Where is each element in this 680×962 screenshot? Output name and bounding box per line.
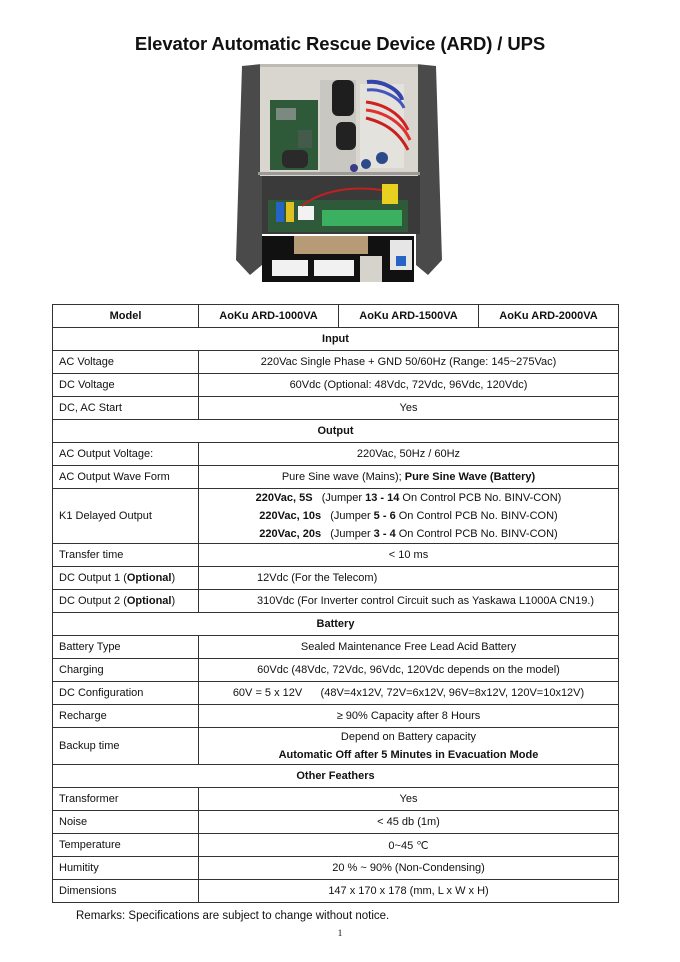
- k1-line-3-post: On Control PCB No. BINV-CON): [395, 528, 558, 540]
- k1-line-2-setting: 220Vac, 10s: [259, 510, 322, 522]
- row-label-dc-ac-start: DC, AC Start: [53, 397, 199, 420]
- k1-line-2-jumper: 5 - 6: [373, 510, 396, 522]
- k1-line-3: [205, 525, 612, 543]
- table-row: [53, 489, 619, 544]
- table-row: [53, 397, 619, 420]
- k1-line-1-jumper: 13 - 14: [365, 492, 400, 504]
- row-value-backup-time: [199, 728, 619, 765]
- section-row-input: [53, 328, 619, 351]
- table-row: [53, 728, 619, 765]
- specifications-table: [52, 304, 619, 903]
- row-value-transformer: Yes: [199, 788, 619, 811]
- k1-line-1-pre: (Jumper: [321, 492, 366, 504]
- row-label-ac-output-voltage: AC Output Voltage:: [53, 443, 199, 466]
- dc-output-1-label-post: ): [171, 572, 176, 584]
- k1-line-2-post: On Control PCB No. BINV-CON): [395, 510, 558, 522]
- backup-time-line-1: Depend on Battery capacity: [340, 731, 477, 743]
- product-photo: [232, 60, 446, 292]
- table-row: [53, 351, 619, 374]
- row-label-recharge: Recharge: [53, 705, 199, 728]
- header-model-1000va: AoKu ARD-1000VA: [199, 305, 339, 328]
- page-title: Elevator Automatic Rescue Device (ARD) / UPS: [134, 33, 546, 54]
- row-value-temperature: 0~45 ℃: [199, 834, 619, 857]
- row-label-humidity: Humitity: [53, 857, 199, 880]
- row-value-dc-output-1: 12Vdc (For the Telecom): [199, 567, 619, 590]
- table-row: [53, 788, 619, 811]
- row-value-dc-output-2: 310Vdc (For Inverter control Circuit such as Yaskawa L1000A CN19.): [199, 590, 619, 613]
- header-model-2000va: AoKu ARD-2000VA: [479, 305, 619, 328]
- section-battery: Battery: [53, 613, 619, 636]
- row-value-charging: 60Vdc (48Vdc, 72Vdc, 96Vdc, 120Vdc depends on the model): [199, 659, 619, 682]
- row-value-k1-delayed: [199, 489, 619, 544]
- row-label-ac-voltage: AC Voltage: [53, 351, 199, 374]
- row-label-dc-voltage: DC Voltage: [53, 374, 199, 397]
- wave-form-mains: Pure Sine wave (Mains);: [281, 471, 405, 483]
- table-row: [53, 636, 619, 659]
- table-row: [53, 857, 619, 880]
- table-header-row: [53, 305, 619, 328]
- row-value-dc-voltage: 60Vdc (Optional: 48Vdc, 72Vdc, 96Vdc, 120Vdc): [199, 374, 619, 397]
- table-row: [53, 880, 619, 903]
- row-label-k1-delayed: K1 Delayed Output: [53, 489, 199, 544]
- section-other-feathers: Other Feathers: [53, 765, 619, 788]
- k1-line-1-setting: 220Vac, 5S: [255, 492, 313, 504]
- table-row: [53, 682, 619, 705]
- table-row: [53, 834, 619, 857]
- k1-line-3-setting: 220Vac, 20s: [259, 528, 322, 540]
- row-value-dimensions: 147 x 170 x 178 (mm, L x W x H): [199, 880, 619, 903]
- row-value-recharge: ≥ 90% Capacity after 8 Hours: [199, 705, 619, 728]
- k1-line-2-pre: (Jumper: [330, 510, 374, 522]
- table-row: [53, 544, 619, 567]
- dc-output-2-label-pre: DC Output 2 (: [59, 595, 127, 607]
- row-label-dimensions: Dimensions: [53, 880, 199, 903]
- header-model: Model: [53, 305, 199, 328]
- table-row: [53, 590, 619, 613]
- row-value-transfer-time: < 10 ms: [199, 544, 619, 567]
- row-value-wave-form: [199, 466, 619, 489]
- wave-form-battery: Pure Sine Wave (Battery): [404, 471, 536, 483]
- table-row: [53, 374, 619, 397]
- k1-line-1-post: On Control PCB No. BINV-CON): [399, 492, 562, 504]
- row-label-wave-form: AC Output Wave Form: [53, 466, 199, 489]
- table-row: [53, 705, 619, 728]
- dc-output-1-label-pre: DC Output 1 (: [59, 572, 127, 584]
- row-label-backup-time: Backup time: [53, 728, 199, 765]
- section-output: Output: [53, 420, 619, 443]
- table-row: [53, 443, 619, 466]
- ard-device-illustration: [232, 60, 446, 292]
- row-label-dc-configuration: DC Configuration: [53, 682, 199, 705]
- k1-line-3-jumper: 3 - 4: [373, 528, 396, 540]
- page-number: 1: [337, 929, 343, 939]
- row-label-dc-output-2: [53, 590, 199, 613]
- table-row: [53, 659, 619, 682]
- row-value-noise: < 45 db (1m): [199, 811, 619, 834]
- table-row: [53, 811, 619, 834]
- remarks-note: Remarks: Specifications are subject to change without notice.: [76, 910, 390, 922]
- k1-line-1: [205, 489, 612, 507]
- table-row: [53, 466, 619, 489]
- row-label-battery-type: Battery Type: [53, 636, 199, 659]
- dc-output-1-optional: Optional: [126, 572, 172, 584]
- row-value-humidity: 20 % ~ 90% (Non-Condensing): [199, 857, 619, 880]
- row-label-noise: Noise: [53, 811, 199, 834]
- row-value-battery-type: Sealed Maintenance Free Lead Acid Battery: [199, 636, 619, 659]
- row-value-ac-voltage: 220Vac Single Phase + GND 50/60Hz (Range: 145~275Vac): [199, 351, 619, 374]
- row-label-transformer: Transformer: [53, 788, 199, 811]
- section-row-battery: [53, 613, 619, 636]
- k1-line-3-pre: (Jumper: [330, 528, 374, 540]
- table-row: [53, 567, 619, 590]
- row-value-dc-configuration: 60V = 5 x 12V (48V=4x12V, 72V=6x12V, 96V=8x12V, 120V=10x12V): [199, 682, 619, 705]
- dc-output-2-label-post: ): [171, 595, 176, 607]
- backup-time-line-2: Automatic Off after 5 Minutes in Evacuation Mode: [278, 749, 539, 761]
- row-label-dc-output-1: [53, 567, 199, 590]
- section-input: Input: [53, 328, 619, 351]
- header-model-1500va: AoKu ARD-1500VA: [339, 305, 479, 328]
- row-value-ac-output-voltage: 220Vac, 50Hz / 60Hz: [199, 443, 619, 466]
- k1-line-2: [205, 507, 612, 525]
- row-label-charging: Charging: [53, 659, 199, 682]
- dc-output-2-optional: Optional: [126, 595, 172, 607]
- section-row-output: [53, 420, 619, 443]
- row-value-dc-ac-start: Yes: [199, 397, 619, 420]
- row-label-transfer-time: Transfer time: [53, 544, 199, 567]
- section-row-other: [53, 765, 619, 788]
- row-label-temperature: Temperature: [53, 834, 199, 857]
